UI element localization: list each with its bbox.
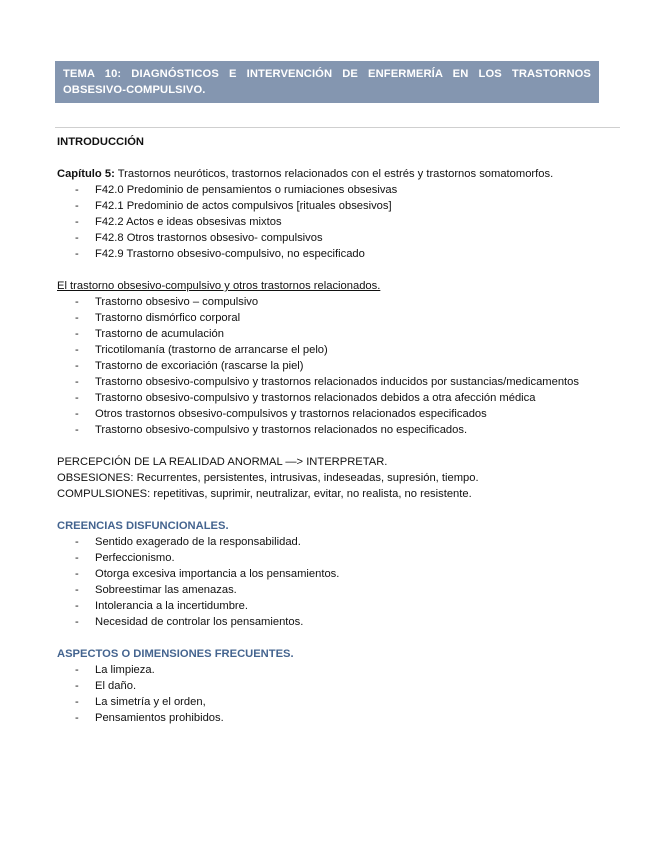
definition-line: PERCEPCIÓN DE LA REALIDAD ANORMAL —> INTERPRETAR. bbox=[57, 456, 388, 468]
list-item: - Otros trastornos obsesivo-compulsivos y trastornos relacionados especificados bbox=[57, 406, 599, 422]
chapter-paragraph bbox=[57, 166, 599, 182]
list-item: - Tricotilomanía (trastorno de arrancarse el pelo) bbox=[57, 342, 599, 358]
list-item: - Otorga excesiva importancia a los pensamientos. bbox=[57, 566, 599, 582]
list-item: - La simetría y el orden, bbox=[57, 694, 599, 710]
divider bbox=[55, 127, 620, 128]
chapter-list bbox=[57, 182, 599, 262]
list-item: - Trastorno obsesivo-compulsivo y trastornos relacionados inducidos por sustancias/medicamentos bbox=[57, 374, 599, 390]
chapter-text: Trastornos neuróticos, trastornos relacionados con el estrés y trastornos somatomorfos. bbox=[114, 168, 554, 180]
list-item: - Trastorno de excoriación (rascarse la piel) bbox=[57, 358, 599, 374]
list-item: - Trastorno obsesivo-compulsivo y trastornos relacionados debidos a otra afección médica bbox=[57, 390, 599, 406]
list-item: - F42.9 Trastorno obsesivo-compulsivo, no especificado bbox=[57, 246, 599, 262]
list-item: - Sobreestimar las amenazas. bbox=[57, 582, 599, 598]
list-item: - Sentido exagerado de la responsabilidad. bbox=[57, 534, 599, 550]
related-list bbox=[57, 294, 599, 438]
intro-heading: INTRODUCCIÓN bbox=[57, 136, 145, 148]
list-item: - El daño. bbox=[57, 678, 599, 694]
beliefs-list bbox=[57, 534, 599, 630]
list-item: - Perfeccionismo. bbox=[57, 550, 599, 566]
list-item: - F42.0 Predominio de pensamientos o rumiaciones obsesivas bbox=[57, 182, 599, 198]
list-item: - Intolerancia a la incertidumbre. bbox=[57, 598, 599, 614]
list-item: - F42.2 Actos e ideas obsesivas mixtos bbox=[57, 214, 599, 230]
list-item: - Trastorno de acumulación bbox=[57, 326, 599, 342]
title-banner bbox=[55, 61, 599, 103]
beliefs-heading: CREENCIAS DISFUNCIONALES. bbox=[57, 520, 229, 532]
related-heading: El trastorno obsesivo-compulsivo y otros trastornos relacionados. bbox=[57, 280, 381, 292]
list-item: - Necesidad de controlar los pensamientos. bbox=[57, 614, 599, 630]
document-body bbox=[57, 134, 599, 726]
aspects-list bbox=[57, 662, 599, 726]
list-item: - Trastorno obsesivo-compulsivo y trastornos relacionados no especificados. bbox=[57, 422, 599, 438]
aspects-heading: ASPECTOS O DIMENSIONES FRECUENTES. bbox=[57, 648, 294, 660]
list-item: - F42.8 Otros trastornos obsesivo- compulsivos bbox=[57, 230, 599, 246]
list-item: - La limpieza. bbox=[57, 662, 599, 678]
list-item: - Pensamientos prohibidos. bbox=[57, 710, 599, 726]
page-title: TEMA 10: DIAGNÓSTICOS E INTERVENCIÓN DE ENFERMERÍA EN LOS TRASTORNOS OBSESIVO-COMPULSIVO. bbox=[63, 68, 591, 96]
list-item: - Trastorno obsesivo – compulsivo bbox=[57, 294, 599, 310]
definition-line: OBSESIONES: Recurrentes, persistentes, intrusivas, indeseadas, supresión, tiempo. bbox=[57, 472, 479, 484]
chapter-label: Capítulo 5: bbox=[57, 168, 115, 180]
definition-line: COMPULSIONES: repetitivas, suprimir, neutralizar, evitar, no realista, no resistente. bbox=[57, 488, 472, 500]
list-item: - Trastorno dismórfico corporal bbox=[57, 310, 599, 326]
list-item: - F42.1 Predominio de actos compulsivos [rituales obsesivos] bbox=[57, 198, 599, 214]
